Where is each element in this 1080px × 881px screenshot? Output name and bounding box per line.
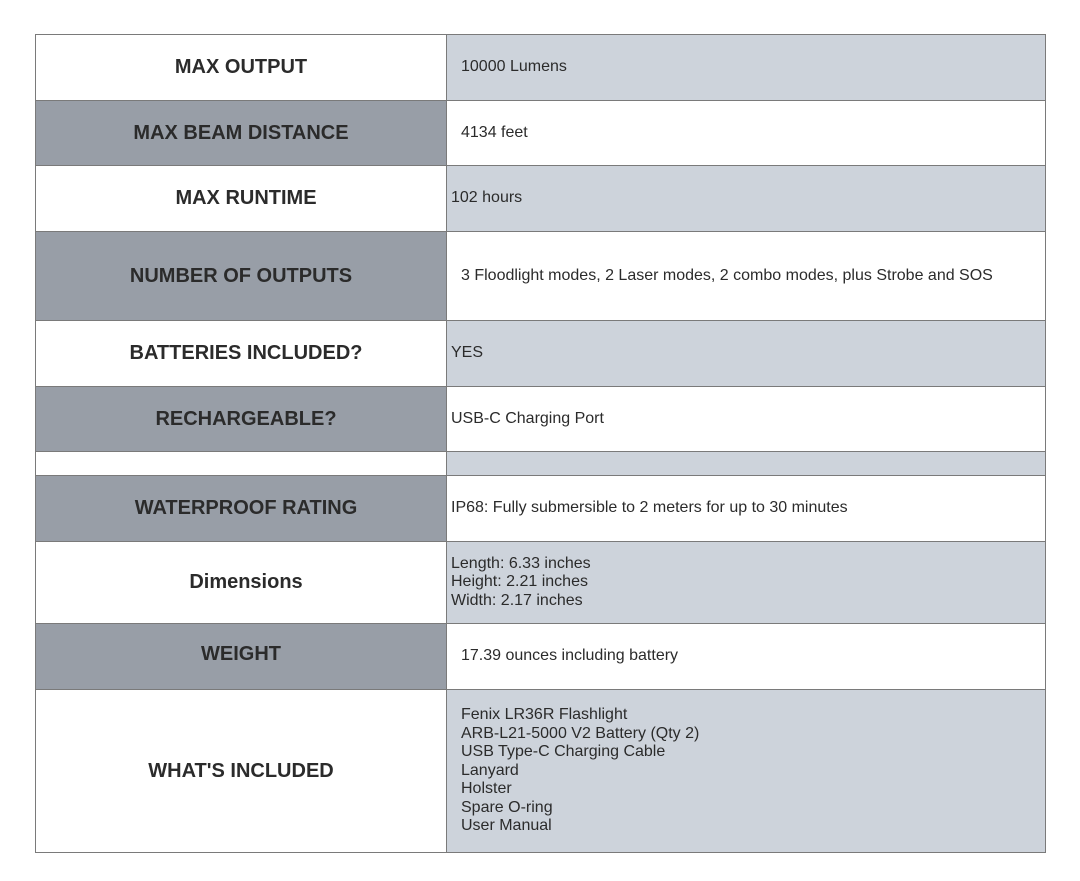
spec-value: USB-C Charging Port: [451, 409, 604, 427]
spec-value: 10000 Lumens: [461, 58, 567, 76]
spec-value-cell: [447, 452, 1046, 476]
spec-row-number-of-outputs: [36, 232, 1046, 321]
spec-value: 3 Floodlight modes, 2 Laser modes, 2 combo modes, plus Strobe and SOS: [461, 266, 993, 284]
spec-value-line: User Manual: [461, 817, 552, 835]
spec-row-weight: [36, 624, 1046, 690]
spec-row-waterproof-rating: [36, 476, 1046, 542]
spec-row-max-runtime: [36, 166, 1046, 232]
spec-value: 102 hours: [451, 189, 523, 207]
spec-label: Dimensions: [189, 571, 303, 593]
spec-label-cell: [36, 624, 447, 690]
spec-label-cell: [36, 542, 447, 624]
spec-value-cell: [447, 387, 1046, 452]
spec-row-max-beam-distance: [36, 101, 1046, 166]
spec-row-dimensions: [36, 542, 1046, 624]
spec-label: RECHARGEABLE?: [155, 407, 337, 430]
spec-row-whats-included: [36, 690, 1046, 853]
spec-value-line: Fenix LR36R Flashlight: [461, 706, 628, 724]
spec-value-line: Holster: [461, 780, 512, 798]
spec-value-line: USB Type-C Charging Cable: [461, 743, 666, 761]
spec-value-line: Width: 2.17 inches: [451, 591, 583, 609]
spec-label: WHAT'S INCLUDED: [148, 759, 334, 782]
spec-label-cell: [36, 387, 447, 452]
spec-label-cell: [36, 101, 447, 166]
spec-value-cell: [447, 321, 1046, 387]
spec-row-max-output: [36, 35, 1046, 101]
spec-value: YES: [451, 344, 484, 362]
spec-row-rechargeable: [36, 387, 1046, 452]
spec-value-cell: [447, 690, 1046, 853]
spec-value-line: Height: 2.21 inches: [451, 573, 588, 591]
spec-row-batteries-included: [36, 321, 1046, 387]
spec-label: MAX OUTPUT: [174, 56, 308, 78]
spec-value-line: ARB-L21-5000 V2 Battery (Qty 2): [461, 724, 700, 742]
spec-label: NUMBER OF OUTPUTS: [129, 264, 353, 287]
spec-label-cell: [36, 321, 447, 387]
spec-value-cell: [447, 166, 1046, 232]
spec-label: MAX BEAM DISTANCE: [133, 121, 349, 144]
spec-label-cell: [36, 476, 447, 542]
spec-value: 17.39 ounces including battery: [461, 647, 679, 665]
spec-value-cell: [447, 542, 1046, 624]
spec-value-cell: [447, 35, 1046, 101]
spec-label: WATERPROOF RATING: [134, 497, 358, 519]
spec-value-line: Length: 6.33 inches: [451, 554, 591, 572]
spec-label: BATTERIES INCLUDED?: [129, 342, 363, 364]
spec-label-cell: [36, 232, 447, 321]
spec-label-cell: [36, 452, 447, 476]
spec-table: [35, 34, 1046, 853]
spec-label-cell: [36, 690, 447, 853]
spec-value-cell: [447, 476, 1046, 542]
spec-value: IP68: Fully submersible to 2 meters for up to 30 minutes: [451, 499, 848, 517]
spec-label: WEIGHT: [201, 643, 281, 665]
spec-value-cell: [447, 101, 1046, 166]
spec-value-cell: [447, 624, 1046, 690]
spec-value-cell: [447, 232, 1046, 321]
spec-label-cell: [36, 166, 447, 232]
spec-value-line: Spare O-ring: [461, 798, 553, 816]
spec-value: 4134 feet: [461, 123, 528, 141]
spec-row-empty: [36, 452, 1046, 476]
spec-label: MAX RUNTIME: [175, 187, 317, 209]
spec-label-cell: [36, 35, 447, 101]
spec-value-line: Lanyard: [461, 761, 519, 779]
